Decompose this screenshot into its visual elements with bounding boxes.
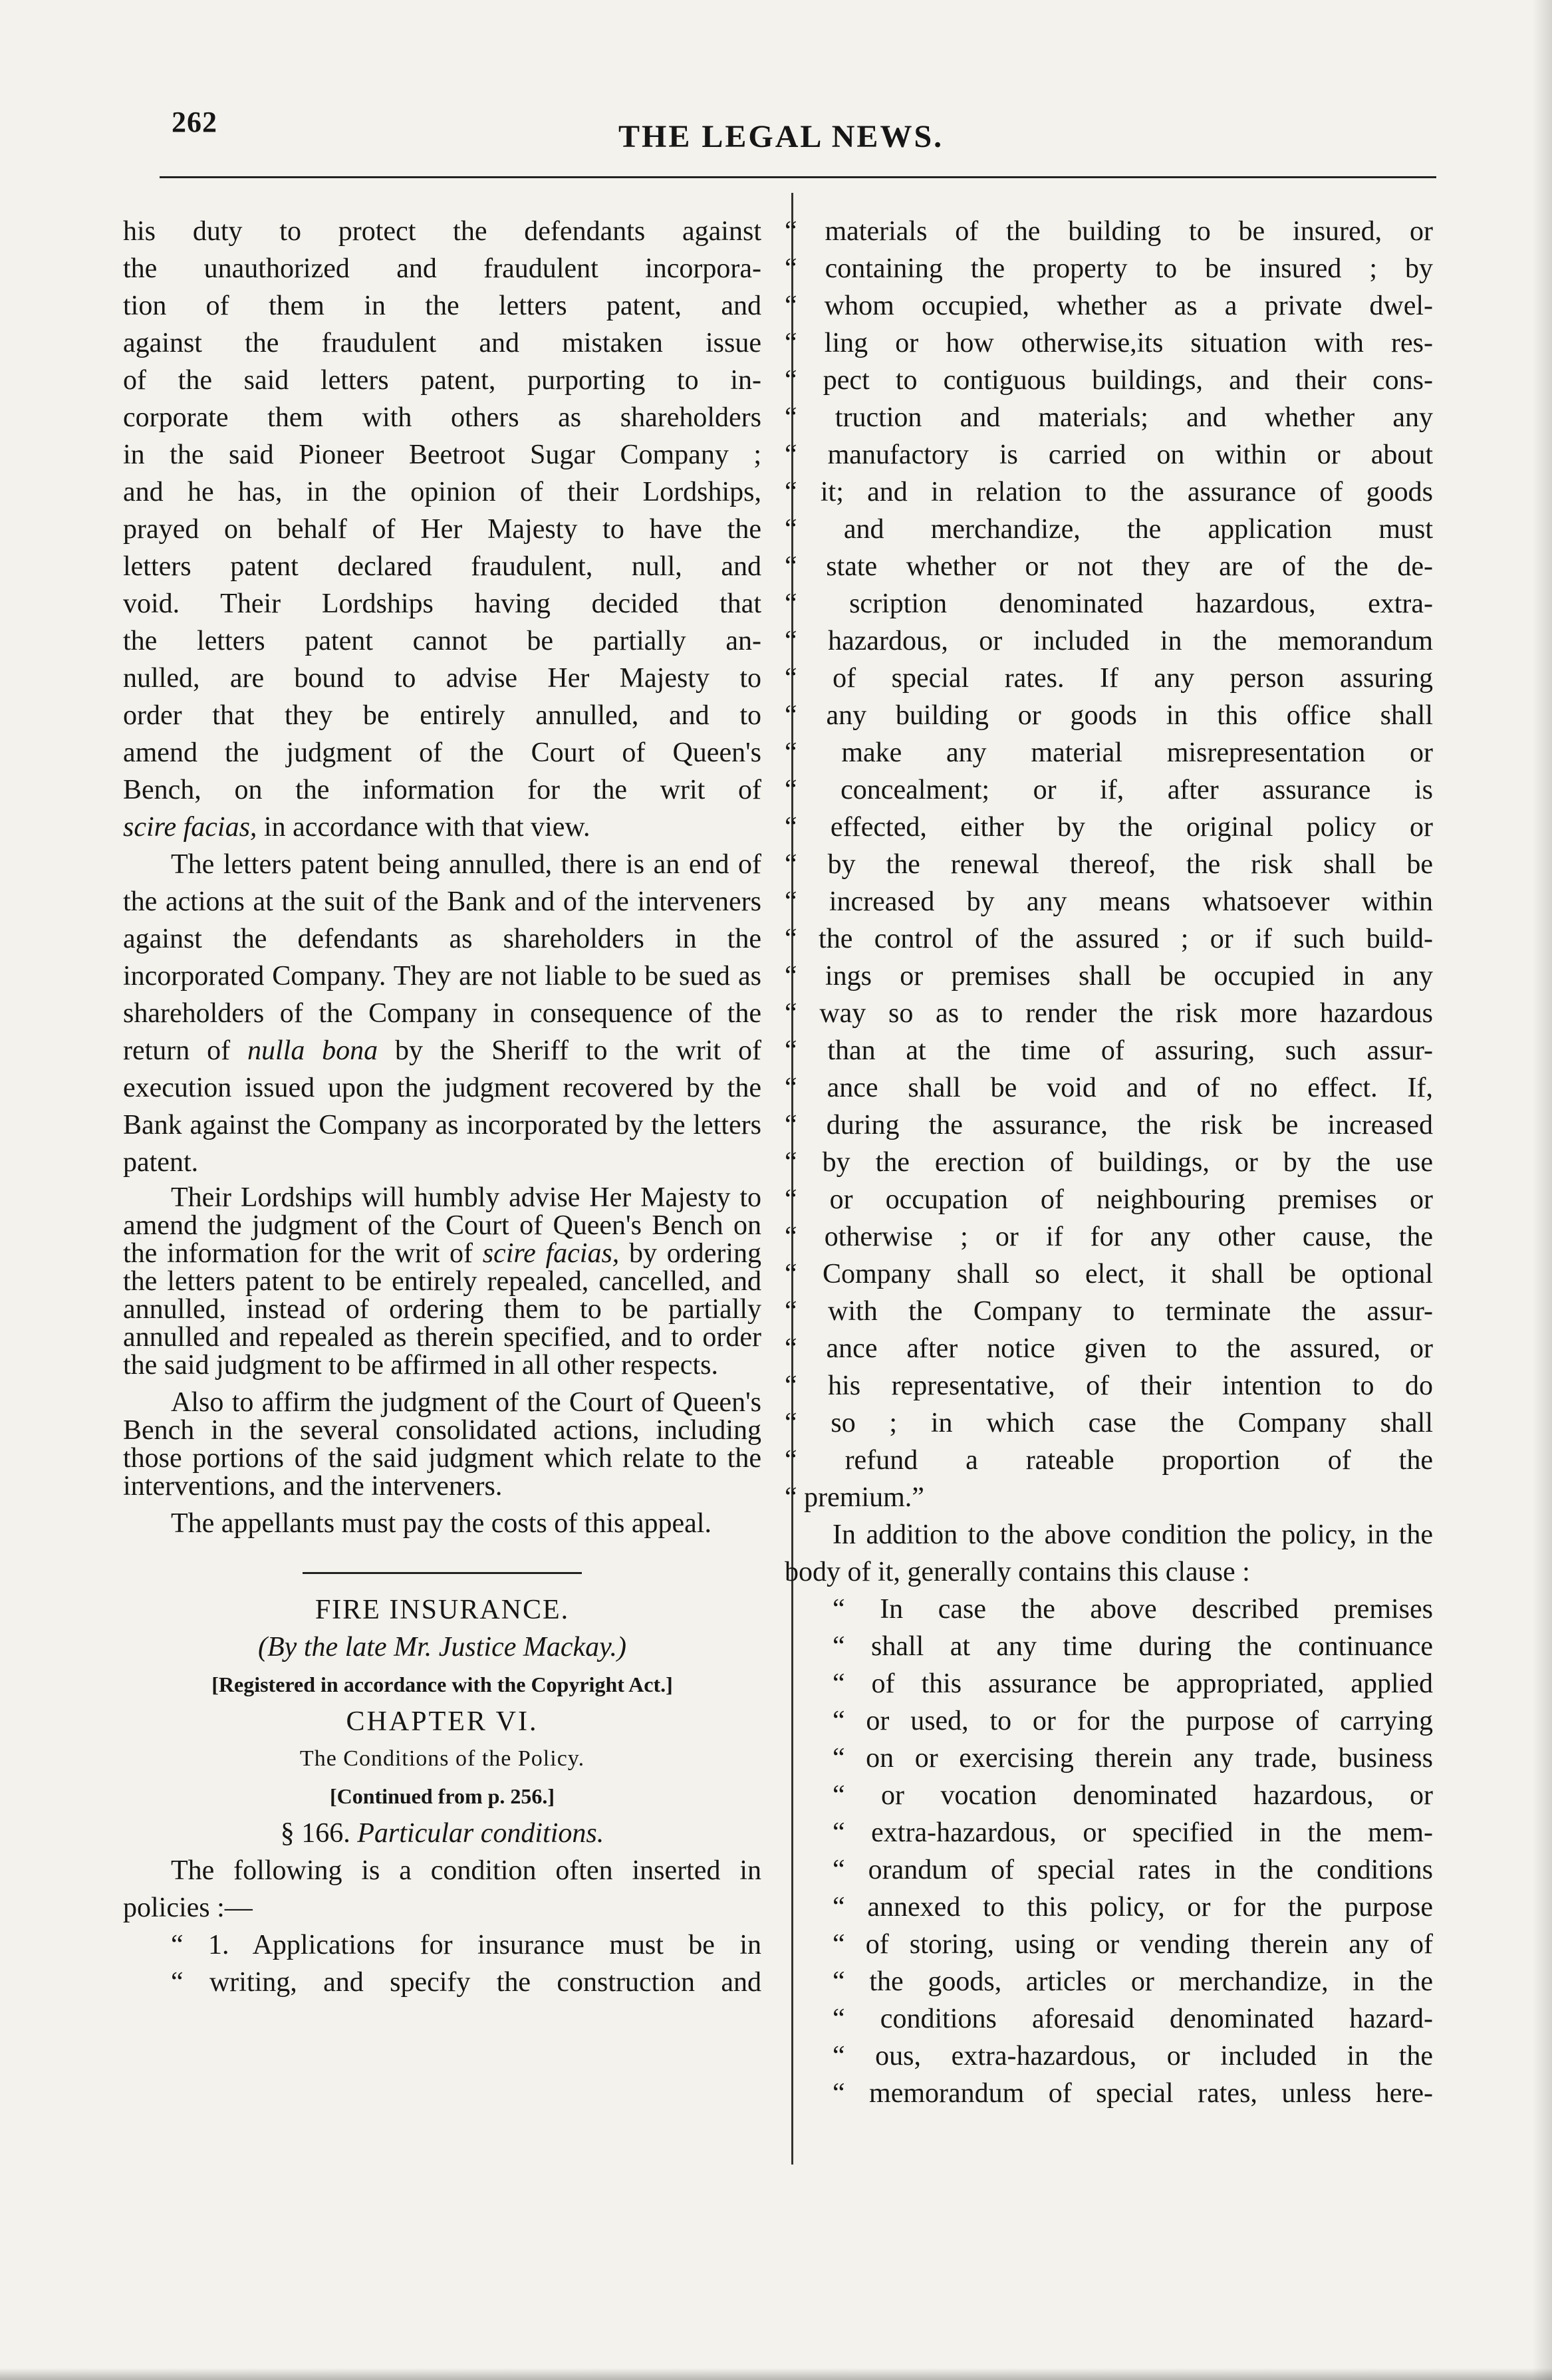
text-line: void. Their Lordships having decided that	[123, 589, 761, 619]
quote-line: “ by the erection of buildings, or by the use	[785, 1147, 1433, 1178]
text-line: the letters patent cannot be partially an-	[123, 626, 761, 656]
quote-line: “ conditions aforesaid denominated hazard-	[833, 2004, 1433, 2034]
text-line: letters patent declared fraudulent, null, and	[123, 551, 761, 582]
italic-term: nulla bona	[247, 1035, 378, 1066]
quote-line: “ than at the time of assuring, such assur-	[785, 1035, 1433, 1066]
left-column	[123, 213, 761, 2001]
text-run: The letters patent being annulled, there is an end of the actions at the suit of the Bank and of the interveners against the defendants as shareholders in the incorporated Company. They are not liable to be sued as shareholders of the Company in consequence of the return of	[123, 849, 761, 1066]
italic-term: scire facias,	[123, 812, 257, 843]
quote-line: “ materials of the building to be insured, or	[785, 216, 1433, 247]
chapter-heading: CHAPTER VI.	[346, 1706, 539, 1737]
quote-line: “ memorandum of special rates, unless here-	[833, 2078, 1433, 2109]
paragraph-costs: The appellants must pay the costs of this appeal.	[171, 1508, 711, 1539]
paragraph-letters-annulled	[123, 846, 761, 1181]
text-run: in accordance with that view.	[257, 812, 590, 843]
quote-line: “ of special rates. If any person assuring	[785, 663, 1433, 694]
quote-line: “ any building or goods in this office shall	[785, 700, 1433, 731]
quote-line: “ the control of the assured ; or if such build-	[785, 924, 1433, 954]
quote-line: “ during the assurance, the risk be increased	[785, 1110, 1433, 1140]
text-line: and he has, in the opinion of their Lordships,	[123, 477, 761, 507]
quote-clause	[785, 1591, 1433, 2112]
quote-line: “ extra-hazardous, or specified in the mem-	[833, 1817, 1433, 1848]
quote-line: “ pect to contiguous buildings, and their cons-	[785, 365, 1433, 396]
quote-line: “ whom occupied, whether as a private dwel-	[785, 291, 1433, 321]
paragraph-following-condition: The following is a condition often inserted in policies :—	[123, 1855, 761, 1923]
text-line: prayed on behalf of Her Majesty to have the	[123, 514, 761, 545]
paragraph-addition: In addition to the above condition the policy, in the body of it, generally contains this clause :	[785, 1520, 1433, 1587]
quote-line: “ writing, and specify the construction and	[171, 1967, 761, 1998]
quote-line: “ manufactory is carried on within or about	[785, 440, 1433, 470]
paragraph-heading	[123, 1815, 761, 1852]
quote-line: “ by the renewal thereof, the risk shall be	[785, 849, 1433, 880]
quote-line: “ ous, extra-hazardous, or included in the	[833, 2041, 1433, 2071]
quote-line: “ or used, to or for the purpose of carrying	[833, 1706, 1433, 1736]
text-line: his duty to protect the defendants against	[123, 216, 761, 247]
byline-open: (	[258, 1632, 268, 1662]
quote-line: “ increased by any means whatsoever within	[785, 886, 1433, 917]
quote-line: “ refund a rateable proportion of the	[785, 1445, 1433, 1476]
right-column	[785, 213, 1433, 2112]
quote-line: “ so ; in which case the Company shall	[785, 1408, 1433, 1438]
text-line: corporate them with others as shareholders	[123, 402, 761, 433]
quote-line: “ concealment; or if, after assurance is	[785, 775, 1433, 805]
byline	[123, 1629, 761, 1666]
quote-line: “ his representative, of their intention to do	[785, 1371, 1433, 1401]
quote-line: “ with the Company to terminate the assur-	[785, 1296, 1433, 1327]
running-title: THE LEGAL NEWS.	[618, 119, 944, 154]
quote-line: “ Company shall so elect, it shall be optional	[785, 1259, 1433, 1289]
byline-text: By the late Mr. Justice Mackay.	[267, 1632, 617, 1662]
text-run: by ordering the letters patent to be entirely repealed, cancelled, and annulled, instead of ordering them to be partially annulled and repealed as therein specified, and to order the said judgment to be affirmed in all other respects.	[123, 1238, 761, 1381]
quote-line: “ 1. Applications for insurance must be in	[171, 1930, 761, 1960]
quote-line: “ truction and materials; and whether any	[785, 402, 1433, 433]
quote-line: “ or vocation denominated hazardous, or	[833, 1780, 1433, 1811]
quote-line: “ ings or premises shall be occupied in any	[785, 961, 1433, 992]
section-rule	[303, 1572, 582, 1574]
quote-line: “ containing the property to be insured ; by	[785, 253, 1433, 284]
quote-line: “ of this assurance be appropriated, applied	[833, 1668, 1433, 1699]
text-line-last	[123, 812, 590, 843]
quote-line: “ hazardous, or included in the memorandum	[785, 626, 1433, 656]
quote-line: “ premium.”	[785, 1482, 924, 1513]
quote-line: “ it; and in relation to the assurance of goods	[785, 477, 1433, 507]
quote-line: “ annexed to this policy, or for the purpose	[833, 1892, 1433, 1922]
paragraph-also-affirm: Also to affirm the judgment of the Court of Queen's Bench in the several consolidated actions, including those portions of the said judgment which relate to the interventions, and the interveners.	[123, 1387, 761, 1502]
text-run: by the Sheriff to the writ of execution issued upon the judgment recovered by the Bank against the Company as incorporated by the letters patent.	[123, 1035, 761, 1178]
quote-line: “ ling or how otherwise,its situation with res-	[785, 328, 1433, 358]
text-line: the unauthorized and fraudulent incorpora-	[123, 253, 761, 284]
page-bottom-shadow	[0, 2368, 1552, 2380]
quote-line: “ orandum of special rates in the conditions	[833, 1855, 1433, 1885]
quote-line: “ ance after notice given to the assured, or	[785, 1333, 1433, 1364]
page-number: 262	[172, 106, 217, 138]
paragraph-humbly-advise	[123, 1184, 761, 1379]
quote-line: “ ance shall be void and of no effect. If,	[785, 1073, 1433, 1103]
quote-line: “ otherwise ; or if for any other cause, the	[785, 1222, 1433, 1252]
text-line: of the said letters patent, purporting to in-	[123, 365, 761, 396]
text-line: nulled, are bound to advise Her Majesty to	[123, 663, 761, 694]
quote-line: “ the goods, articles or merchandize, in the	[833, 1966, 1433, 1997]
quote-line: “ make any material misrepresentation or	[785, 737, 1433, 768]
quote-start	[123, 1926, 761, 2001]
byline-close: )	[616, 1632, 626, 1662]
quote-line: “ or occupation of neighbouring premises or	[785, 1184, 1433, 1215]
text-line: tion of them in the letters patent, and	[123, 291, 761, 321]
quote-line: “ shall at any time during the continuance	[833, 1631, 1433, 1662]
paragraph-judgment-continued	[123, 213, 761, 846]
quote-line: “ on or exercising therein any trade, business	[833, 1743, 1433, 1774]
continued-note: [Continued from p. 256.]	[329, 1784, 555, 1808]
quote-line: “ In case the above described premises	[833, 1594, 1433, 1625]
text-line: against the fraudulent and mistaken issue	[123, 328, 761, 358]
text-line: Bench, on the information for the writ of	[123, 775, 761, 805]
text-run: Their Lordships will humbly advise Her Majesty to amend the judgment of the Court of Queen's Bench on the information for the writ of	[123, 1182, 761, 1269]
section-number: § 166.	[280, 1818, 358, 1849]
italic-term: scire facias,	[482, 1238, 620, 1269]
quote-conditions	[785, 213, 1433, 1516]
quote-line: “ and merchandize, the application must	[785, 514, 1433, 545]
header-rule	[160, 176, 1436, 178]
section-title: FIRE INSURANCE.	[315, 1595, 570, 1625]
quote-line: “ scription denominated hazardous, extra-	[785, 589, 1433, 619]
quote-line: “ of storing, using or vending therein any of	[833, 1929, 1433, 1960]
text-line: in the said Pioneer Beetroot Sugar Company ;	[123, 440, 761, 470]
quote-line: “ state whether or not they are of the de-	[785, 551, 1433, 582]
quote-line: “ way so as to render the risk more hazardous	[785, 998, 1433, 1029]
copyright-notice: [Registered in accordance with the Copyright Act.]	[211, 1672, 673, 1696]
chapter-subtitle: The Conditions of the Policy.	[299, 1746, 585, 1771]
page-edge-shadow	[1532, 0, 1552, 2380]
text-line: amend the judgment of the Court of Queen's	[123, 737, 761, 768]
quote-line: “ effected, either by the original policy or	[785, 812, 1433, 843]
text-line: order that they be entirely annulled, and to	[123, 700, 761, 731]
section-title-italic: Particular conditions.	[357, 1818, 604, 1849]
